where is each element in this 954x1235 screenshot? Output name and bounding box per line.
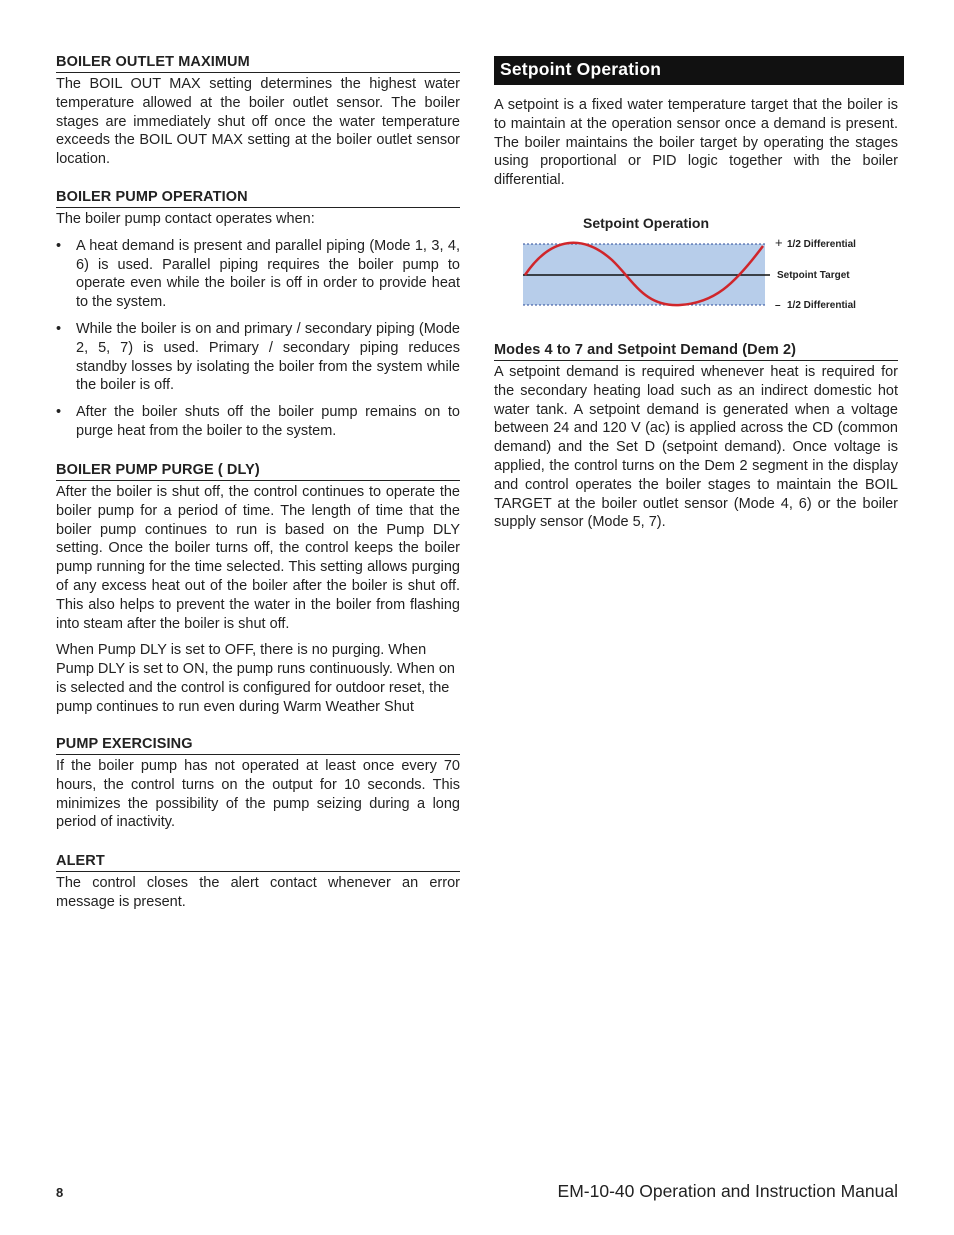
bullet-icon: • xyxy=(56,404,62,421)
minus-icon: – xyxy=(775,300,781,311)
section-heading: BOILER OUTLET MAXIMUM xyxy=(56,53,460,73)
section-text: When Pump DLY is set to OFF, there is no purging. When Pump DLY is set to ON, the pump runs continuously. When on is selected and the control is configured for outdoor reset, the pump continues to run even during Warm Weather Shut xyxy=(56,642,455,715)
section-text: After the boiler is shut off, the control continues to operate the boiler pump for a period of time. The length of time that the boiler pump continues to run is based on the Pump DLY setting. Once the boiler turns off, the control keeps the boiler pump running for the time selected. This setting allows purging of any excess heat out of the boiler after the boiler is shut off. This also helps to prevent the water in the boiler from flashing into steam after the boiler is shut off. xyxy=(56,484,460,632)
plus-icon: + xyxy=(775,235,783,250)
bullet-item: • After the boiler shuts off the boiler pump remains on to purge heat from the boiler to the system. xyxy=(56,404,460,439)
section-boiler-pump-purge xyxy=(56,461,460,717)
bullet-icon: • xyxy=(56,320,62,337)
bullet-list xyxy=(56,237,460,441)
section-intro: The boiler pump contact operates when: xyxy=(56,211,315,227)
upper-differential-label: 1/2 Differential xyxy=(787,239,856,250)
section-banner: Setpoint Operation xyxy=(494,56,904,85)
bullet-item: • While the boiler is on and primary / secondary piping (Mode 2, 5, 7) is used. Primary / secondary piping reduces standby losses by isolating the boiler from the system while the boiler is off. xyxy=(56,320,460,394)
bullet-item: • A heat demand is present and parallel piping (Mode 1, 3, 4, 6) is used. Parallel piping requires the boiler pump to operate even while the boiler is off in order to provide heat to the system. xyxy=(56,237,460,311)
bullet-icon: • xyxy=(56,237,62,254)
diagram-title: Setpoint Operation xyxy=(583,215,709,231)
section-pump-exercising xyxy=(56,735,460,832)
page-number: 8 xyxy=(56,1185,64,1200)
section-text: The BOIL OUT MAX setting determines the highest water temperature allowed at the boiler outlet sensor. The boiler stages are immediately shut off once the water temperature exceeds the BOIL OUT MAX setting at the boiler outlet sensor location. xyxy=(56,76,460,168)
section-alert xyxy=(56,852,460,912)
section-modes-4-to-7 xyxy=(494,341,898,532)
setpoint-description: A setpoint is a fixed water temperature target that the boiler is to maintain at the operation sensor once a demand is present. The boiler maintains the boiler target by operating the stages using proportional or PID logic together with the boiler differential. xyxy=(494,97,898,189)
section-boiler-pump-operation xyxy=(56,188,460,441)
setpoint-target-label: Setpoint Target xyxy=(777,270,850,281)
section-heading: ALERT xyxy=(56,852,460,872)
section-text: The control closes the alert contact whenever an error message is present. xyxy=(56,875,460,910)
section-boiler-outlet-maximum xyxy=(56,53,460,169)
section-text: A setpoint demand is required whenever heat is required for the secondary heating load such as an indirect domestic hot water tank. A setpoint demand is generated when a voltage between 24 and 120 V (ac) is applied across the CD (common demand) and the Set D (setpoint demand). Once voltage is applied, the control turns on the Dem 2 segment in the display and control operates the boiler stages to maintain the BOIL TARGET at the boiler outlet sensor (Mode 4, 6) or the boiler supply sensor (Mode 5, 7). xyxy=(494,364,898,531)
manual-title: EM-10-40 Operation and Instruction Manual xyxy=(557,1181,898,1201)
setpoint-diagram xyxy=(494,215,898,315)
section-heading: Modes 4 to 7 and Setpoint Demand (Dem 2) xyxy=(494,341,898,361)
lower-differential-label: 1/2 Differential xyxy=(787,300,856,311)
section-text: If the boiler pump has not operated at least once every 70 hours, the control turns on the output for 10 seconds. This minimizes the possibility of the pump seizing during a long period of inactivity. xyxy=(56,758,460,831)
section-heading: BOILER PUMP OPERATION xyxy=(56,188,460,208)
section-heading: PUMP EXERCISING xyxy=(56,735,460,755)
section-heading: BOILER PUMP PURGE ( DLY) xyxy=(56,461,460,481)
